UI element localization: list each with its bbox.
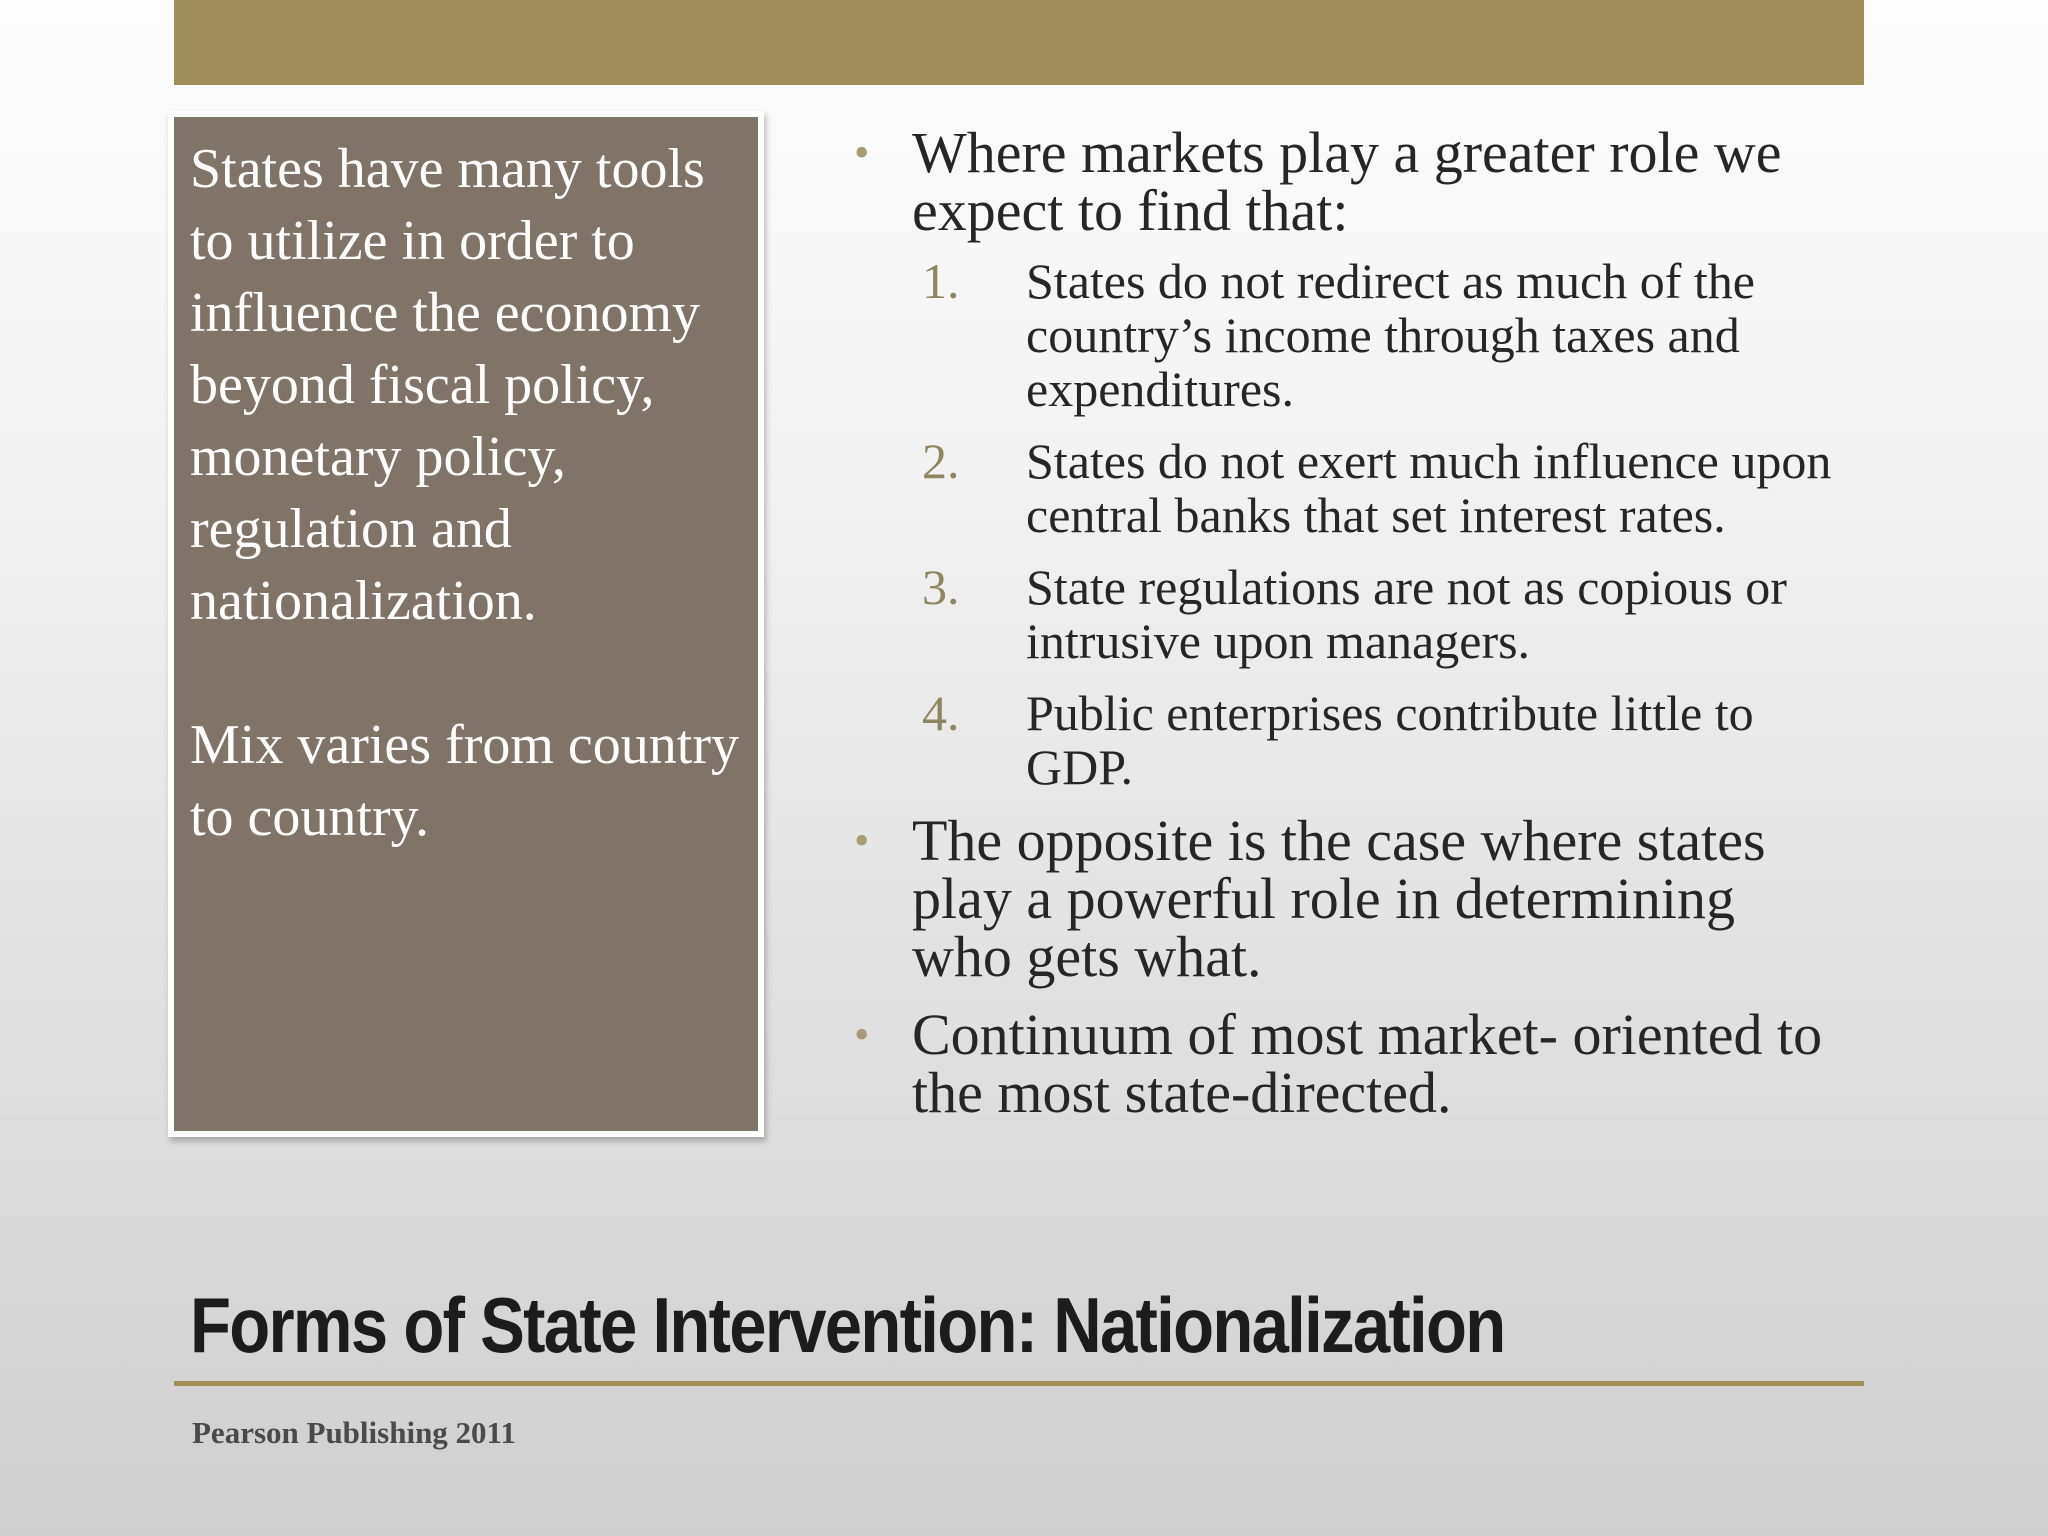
numbered-item bbox=[848, 560, 1848, 668]
item-number: 1. bbox=[922, 253, 960, 309]
numbered-item bbox=[848, 254, 1848, 416]
side-text-box bbox=[168, 111, 764, 1137]
bullet-text: The opposite is the case where states play a powerful role in determining who gets what. bbox=[912, 808, 1766, 989]
top-accent-band bbox=[174, 0, 1864, 85]
item-number: 4. bbox=[922, 685, 960, 741]
bullet-dot-icon: • bbox=[854, 128, 870, 177]
bullet-item bbox=[848, 808, 1848, 989]
side-box-paragraph: Mix varies from country to country. bbox=[190, 714, 739, 848]
numbered-item bbox=[848, 434, 1848, 542]
bullet-text: Where markets play a greater role we expect to find that: bbox=[912, 120, 1782, 243]
slide-title: Forms of State Intervention: Nationalization bbox=[190, 1281, 1505, 1369]
bullet-item bbox=[848, 1002, 1848, 1125]
bullet-dot-icon: • bbox=[854, 816, 870, 865]
slide-footer: Pearson Publishing 2011 bbox=[192, 1415, 516, 1450]
bullet-item bbox=[848, 120, 1848, 243]
title-divider bbox=[174, 1381, 1864, 1386]
side-box-paragraph: States have many tools to utilize in order to influence the economy beyond fiscal policy, monetary policy, regulation and nationalization. bbox=[190, 138, 705, 632]
main-content bbox=[848, 120, 1848, 1125]
numbered-item bbox=[848, 686, 1848, 794]
item-text: State regulations are not as copious or intrusive upon managers. bbox=[1026, 559, 1787, 669]
bullet-text: Continuum of most market- oriented to the most state-directed. bbox=[912, 1002, 1823, 1125]
item-text: Public enterprises contribute little to GDP. bbox=[1026, 685, 1754, 795]
item-number: 2. bbox=[922, 433, 960, 489]
numbered-list bbox=[848, 254, 1848, 794]
item-text: States do not exert much influence upon central banks that set interest rates. bbox=[1026, 433, 1832, 543]
item-number: 3. bbox=[922, 559, 960, 615]
bullet-dot-icon: • bbox=[854, 1010, 870, 1059]
item-text: States do not redirect as much of the country’s income through taxes and expenditures. bbox=[1026, 253, 1755, 417]
